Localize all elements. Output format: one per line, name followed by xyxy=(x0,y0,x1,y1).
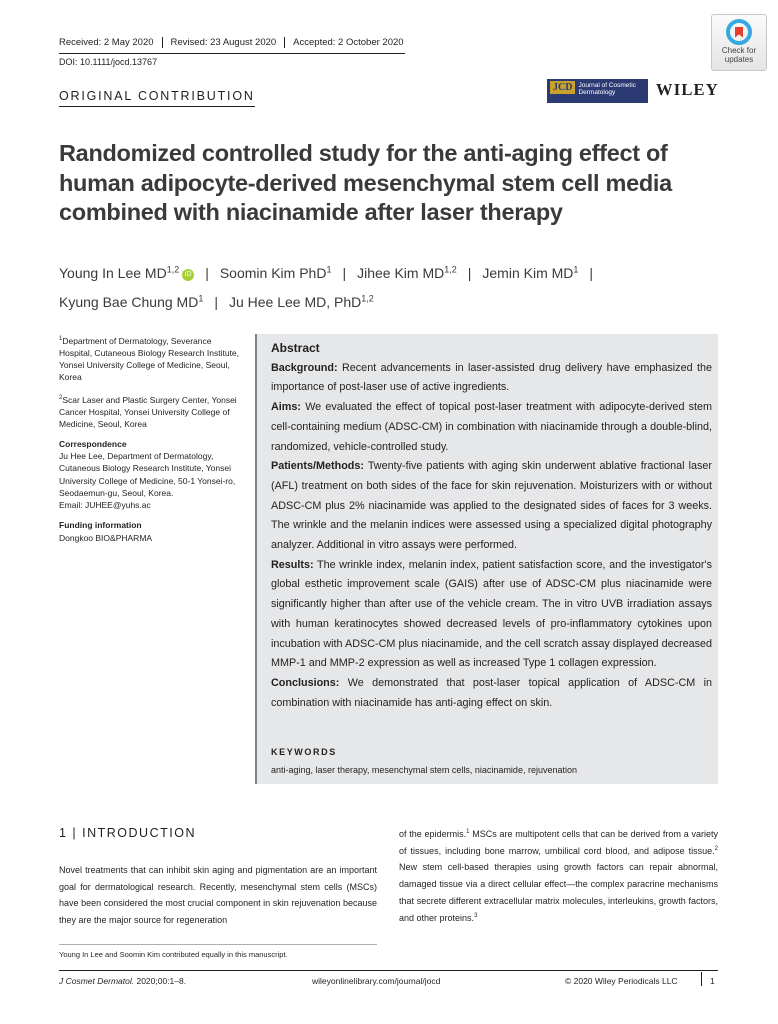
footer-rule xyxy=(59,970,718,971)
introduction-heading: 1 | INTRODUCTION xyxy=(59,826,196,840)
abstract-background: Background: Recent advancements in laser-assisted drug delivery have emphasized the importance of post-laser use of active ingredients. xyxy=(271,361,712,394)
journal-logo xyxy=(547,79,648,103)
citation-link[interactable]: 3 xyxy=(474,912,478,919)
footer-divider xyxy=(701,972,702,986)
crossmark-label-line2: updates xyxy=(724,55,754,64)
author[interactable]: Young In Lee MD$^{1,2}$ xyxy=(59,264,180,281)
funding xyxy=(59,519,243,543)
abstract-heading: Abstract xyxy=(271,341,320,355)
author-list: Young In Lee MD$^{1,2}$iD | Soomin Kim PhD$^1$ | Jihee Kim MD$^{1,2}$ | Jemin Kim $MD^1$ | Kyung Bae Chung $MD^1$ | Ju Hee Lee MD, PhD$^{1,2}$ xyxy=(59,264,594,311)
crossmark-icon xyxy=(726,19,752,45)
funding-text: Dongkoo BIO&PHARMA xyxy=(59,532,153,543)
check-for-updates-button[interactable] xyxy=(711,14,767,71)
email-link[interactable]: Email: JUHEE@yuhs.ac xyxy=(59,500,151,511)
accepted-date: Accepted: 2 October 2020 xyxy=(284,37,411,48)
keywords-title: KEYWORDS xyxy=(271,747,337,757)
abstract-conclusions: Conclusions: We demonstrated that post-laser topical application of ADSC-CM in combination with niacinamide has anti-aging effect on skin. xyxy=(271,676,713,709)
abstract-results: Results: The wrinkle index, melanin index, patient satisfaction score, and the investigator's global esthetic improvement scale (GAIS) after use of ADSC-CM plus niacinamide were significantly higher than after use of the vehicle cream. The in vitro UVB irradiation assays with human keratinocytes showed decreased levels of pro-inflammatory cytokines upon incubation with ADSC-CM plus niacinamide, and the cell scratch assay displayed decreased MMP-1 and MMP-2 expression as well as increased Type 1 collagen expression. xyxy=(271,558,712,670)
publisher-logo: WILEY xyxy=(656,80,719,99)
author[interactable]: Ju Hee Lee MD, PhD$^{1,2}$ xyxy=(228,293,374,311)
abstract-aims: Aims: We evaluated the effect of topical post-laser treatment with adipocyte-derived stem cell-containing medium (ADSC-CM) in combination with niacinamide through a double-blind, randomized, vehicle-controlled study. xyxy=(271,401,713,453)
citation-link[interactable]: 1 xyxy=(466,829,470,835)
article-sidebar xyxy=(59,333,243,552)
revised-date: Revised: 23 August 2020 xyxy=(162,37,285,48)
received-date: Received: 2 May 2020 xyxy=(59,37,154,48)
citation-link[interactable]: 2 xyxy=(714,845,718,852)
introduction-column-2: of the epidermis.$^1$ MSCs are multipotent cells that can be derived from a variety of tissues, including bone marrow, umbilical cord blood, and adipose tissue.$^2$ New stem cell-based therapies using growth factors can repair abnormal, damaged tissue via a direct cellular effect—the complex paracrine mechanisms that secrete different extracellular matrix molecules, interleukins, growth factors, and other proteins.$^3$ xyxy=(399,829,718,923)
publication-dates xyxy=(59,37,412,48)
copyright: © 2020 Wiley Periodicals LLC xyxy=(565,976,678,986)
journal-url-link[interactable]: wileyonlinelibrary.com/journal/jocd xyxy=(312,976,441,986)
footnote: Young In Lee and Soomin Kim contributed equally in this manuscript. xyxy=(59,950,288,959)
footer-citation: J Cosmet Dermatol. 2020;00:1–8. xyxy=(59,976,187,986)
author[interactable]: Jihee Kim MD$^{1,2}$ xyxy=(357,264,457,281)
journal-logo-mark: JCD xyxy=(550,81,575,94)
crossmark-label-line1: Check for xyxy=(721,46,757,55)
author[interactable]: Soomin Kim PhD$^1$ xyxy=(219,264,332,281)
abstract-accent-bar xyxy=(255,334,257,784)
journal-logo-name: Journal of Cosmetic Dermatology xyxy=(578,82,636,96)
doi[interactable]: DOI: 10.1111/jocd.13767 xyxy=(59,57,158,67)
author[interactable]: Kyung Bae Chung $MD^1$ xyxy=(59,293,204,311)
affiliation-1: $^1$Department of Dermatology, Severance Hospital, Cutaneous Biology Research Institute, Yonsei University College of Medicine, Seoul, Korea xyxy=(59,335,240,383)
abstract-methods: Patients/Methods: Twenty-five patients with aging skin underwent ablative fractional laser (AFL) treatment on both sides of the face for skin rejuvenation. Moisturizers with or without ADSC-CM plus 2% niacinamide was applied to the designated sides of faces for 3 weeks. The wrinkle and the melanin indices were assessed using a specialized digital photography analyzer. Additional in vitro assays were performed. xyxy=(271,460,712,552)
abstract xyxy=(271,339,712,713)
header-rule xyxy=(59,53,405,54)
footnote-rule xyxy=(59,944,377,945)
correspondence-label: Correspondence xyxy=(59,439,127,450)
section-label: ORIGINAL CONTRIBUTION xyxy=(59,89,255,107)
correspondence-text: Ju Hee Lee, Department of Dermatology, Cutaneous Biology Research Institute, Yonsei University College of Medicine, 50-1 Yonsei-ro, Seodaemun-gu, Seoul, Korea. xyxy=(59,451,236,498)
article-title: Randomized controlled study for the anti-aging effect of human adipocyte-derived mesenchymal stem cell media combined with niacinamide after laser therapy xyxy=(59,140,672,225)
funding-label: Funding information xyxy=(59,520,142,531)
keywords-list: anti-aging, laser therapy, mesenchymal stem cells, niacinamide, rejuvenation xyxy=(271,765,577,775)
page-number: 1 xyxy=(710,976,715,986)
affiliation-2: $^2$Scar Laser and Plastic Surgery Center, Yonsei Cancer Hospital, Yonsei University College of Medicine, Seoul, Korea xyxy=(59,394,237,429)
orcid-icon[interactable]: iD xyxy=(182,269,194,281)
author[interactable]: Jemin Kim $MD^1$ xyxy=(482,264,579,281)
introduction-column-1: Novel treatments that can inhibit skin aging and pigmentation are an important goal for dermatological research. Recently, mesenchymal stem cells (MSCs) have been considered the most crucial component in skin rejuvenation because they are the major source for regeneration xyxy=(59,865,377,925)
correspondence xyxy=(59,438,243,511)
